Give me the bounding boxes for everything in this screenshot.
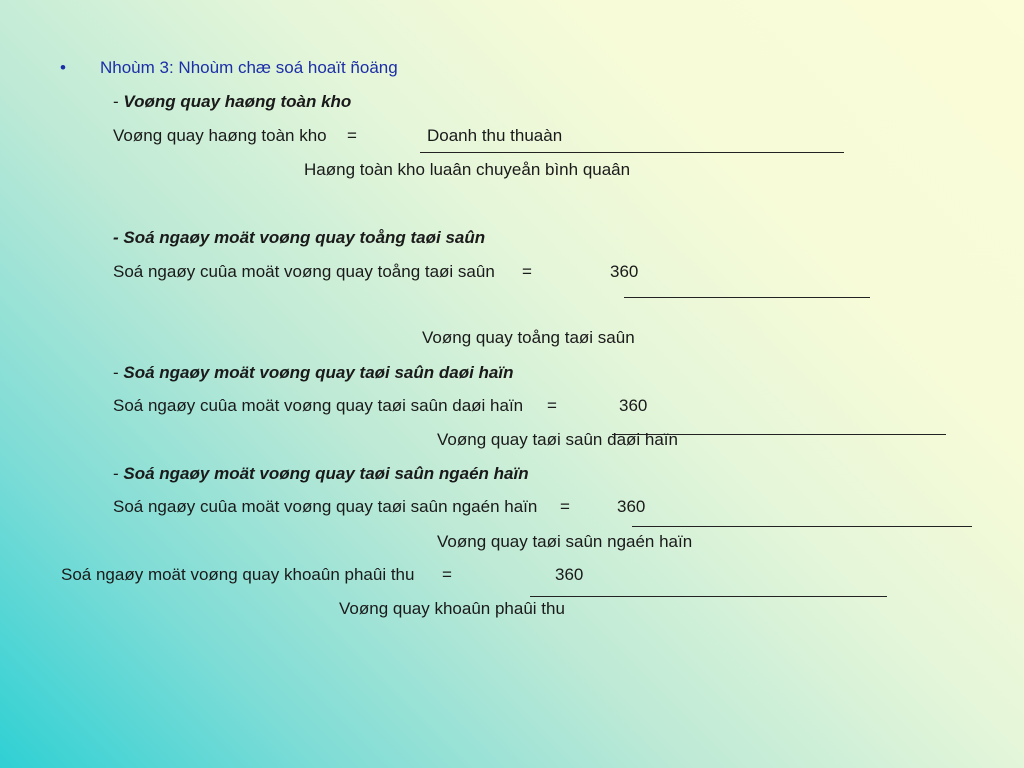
short-term-assets-days-denominator: Voøng quay taøi saûn ngaén haïn — [437, 532, 693, 551]
total-assets-days-denominator: Voøng quay toång taøi saûn — [422, 328, 635, 347]
equals-sign: = — [442, 565, 452, 584]
inventory-turnover-title — [113, 92, 351, 112]
equals-sign: = — [547, 396, 557, 415]
long-term-assets-days-lhs: Soá ngaøy cuûa moät voøng quay taøi saûn daøi haïn — [113, 396, 524, 415]
total-assets-days-numerator: 360 — [610, 262, 639, 281]
short-term-assets-days-lhs: Soá ngaøy cuûa moät voøng quay taøi saûn ngaén haïn — [113, 497, 538, 516]
title-text: Soá ngaøy moät voøng quay taøi saûn daøi haïn — [123, 363, 514, 382]
fraction-line — [632, 526, 972, 527]
equals-sign: = — [560, 497, 570, 516]
section-heading: Nhoùm 3: Nhoùm chæ soá hoaït ñoäng — [100, 58, 398, 77]
short-term-assets-days-numerator: 360 — [617, 497, 646, 516]
equals-sign: = — [347, 126, 357, 145]
long-term-assets-days-numerator: 360 — [619, 396, 648, 415]
title-dash: - — [113, 92, 124, 111]
title-dash: - — [113, 464, 124, 483]
total-assets-days-lhs: Soá ngaøy cuûa moät voøng quay toång taøi saûn — [113, 262, 495, 281]
long-term-assets-days-denominator: Voøng quay taøi saûn daøi haïn — [437, 430, 678, 449]
short-term-assets-days-title — [113, 464, 529, 484]
total-assets-days-title: - Soá ngaøy moät voøng quay toång taøi saûn — [113, 228, 486, 247]
title-text: Soá ngaøy moät voøng quay taøi saûn ngaén haïn — [123, 464, 529, 483]
equals-sign: = — [522, 262, 532, 281]
title-dash: - — [113, 363, 124, 382]
fraction-line — [530, 596, 887, 597]
receivables-days-numerator: 360 — [555, 565, 584, 584]
bullet-icon: • — [60, 58, 66, 77]
receivables-days-denominator: Voøng quay khoaûn phaûi thu — [339, 599, 565, 618]
receivables-days-lhs: Soá ngaøy moät voøng quay khoaûn phaûi thu — [61, 565, 415, 584]
fraction-line — [624, 297, 870, 298]
inventory-turnover-lhs: Voøng quay haøng toàn kho — [113, 126, 327, 145]
long-term-assets-days-title — [113, 363, 514, 383]
title-text: Voøng quay haøng toàn kho — [123, 92, 352, 111]
inventory-turnover-denominator: Haøng toàn kho luaân chuyeån bình quaân — [304, 160, 631, 179]
fraction-line — [420, 152, 844, 153]
inventory-turnover-numerator: Doanh thu thuaàn — [427, 126, 563, 145]
